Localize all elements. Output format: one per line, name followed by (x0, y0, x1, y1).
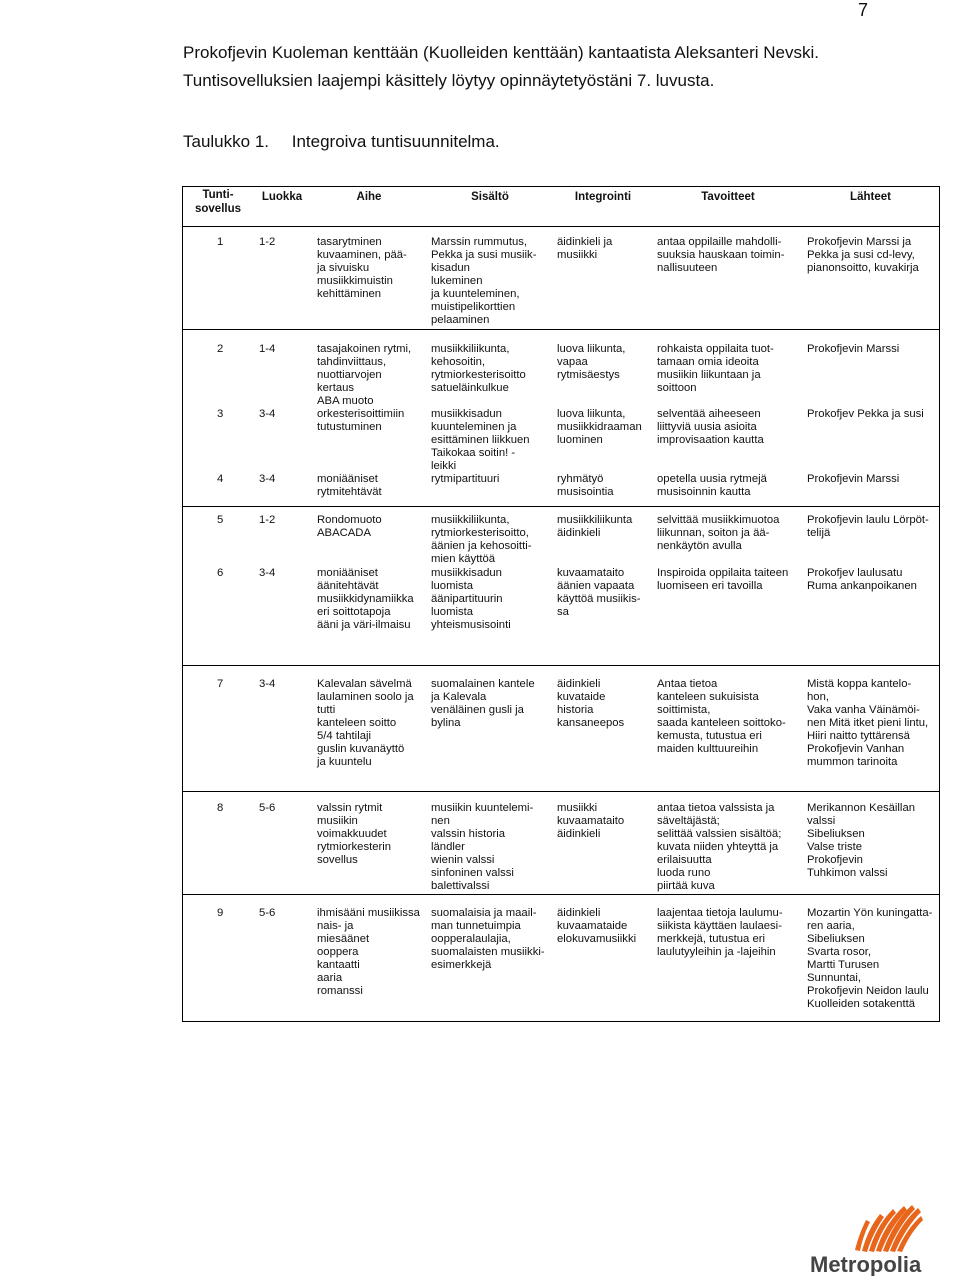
table-cell: äidinkieli kuvataide historia kansaneepos (557, 678, 625, 729)
lesson-number: 3 (217, 408, 224, 420)
table-cell: antaa oppilaille mahdolli- suuksia hauskaan toimin- nallisuuteen (657, 236, 785, 274)
lesson-number: 2 (217, 343, 224, 355)
table-cell: ryhmätyö musisointia (557, 473, 614, 498)
column-header: Luokka (261, 191, 303, 203)
table-cell: äidinkieli kuvaamataide elokuvamusiikki (557, 907, 637, 945)
table-cell: Prokofjevin Marssi (807, 343, 900, 355)
lesson-number: 4 (217, 473, 224, 485)
intro-line-2: Tuntisovelluksien laajempi käsittely löytyy opinnäytetyöstäni 7. luvusta. (183, 71, 715, 90)
column-header: Tunti- sovellus (194, 189, 242, 215)
table-cell: musiikkisadun luomista äänipartituurin luomista yhteismusisointi (431, 567, 511, 631)
table-cell: 3-4 (259, 473, 276, 485)
table-cell: 5-6 (259, 907, 276, 919)
table-cell: suomalainen kantele ja Kalevala venäläinen gusli ja bylina (431, 678, 535, 729)
column-header: Lähteet (850, 191, 891, 203)
lesson-number: 6 (217, 567, 224, 579)
table-cell: 5-6 (259, 802, 276, 814)
table-cell: musiikkiliikunta äidinkieli (557, 514, 633, 539)
table-cell: 3-4 (259, 408, 276, 420)
table-cell: 3-4 (259, 567, 276, 579)
lesson-number: 8 (217, 802, 224, 814)
table-cell: Prokofjev laulusatu Ruma ankanpoikanen (807, 567, 917, 592)
lesson-number: 5 (217, 514, 224, 526)
page-number: 7 (857, 0, 868, 20)
table-cell: valssin rytmit musiikin voimakkuudet rytmiorkesterin sovellus (317, 802, 392, 866)
table-cell: luova liikunta, vapaa rytmisäestys (557, 343, 626, 381)
metropolia-logo (800, 1190, 935, 1276)
table-cell: Antaa tietoa kanteleen sukuisista soittimista, saada kanteleen soittoko- kemusta, tutustua eri maiden kulttuureihin (657, 678, 786, 755)
table-cell: Kalevalan sävelmä laulaminen soolo ja tutti kanteleen soitto 5/4 tahtilaji guslin kuvanäyttö ja kuuntelu (317, 678, 414, 768)
table-cell: luova liikunta, musiikkidraaman luominen (557, 408, 642, 446)
table-cell: Marssin rummutus, Pekka ja susi musiik- kisadun lukeminen ja kuunteleminen, muistipelikorttien pelaaminen (431, 236, 537, 326)
table-cell: ihmisääni musiikissa nais- ja miesäänet ooppera kantaatti aaria romanssi (317, 907, 420, 997)
table-cell: musiikin kuuntelemi- nen valssin historia ländler wienin valssi sinfoninen valssi balettivalssi (431, 802, 534, 892)
table-cell: tasajakoinen rytmi, tahdinviittaus, nuottiarvojen kertaus ABA muoto (317, 343, 412, 407)
table-cell: äidinkieli ja musiikki (557, 236, 613, 261)
table-cell: moniääniset rytmitehtävät (317, 473, 382, 498)
table-cell: Prokofjevin laulu Lörpöt- telijä (807, 514, 929, 539)
lesson-number: 1 (217, 236, 224, 248)
table-cell: orkesterisoittimiin tutustuminen (317, 408, 405, 433)
table-cell: rohkaista oppilaita tuot- tamaan omia ideoita musiikin liikuntaan ja soittoon (657, 343, 774, 394)
table-cell: suomalaisia ja maail- man tunnetuimpia oopperalaulajia, suomalaisten musiikki- esimerkkejä (431, 907, 545, 971)
table-cell: musiikkiliikunta, rytmiorkesterisoitto, äänien ja kehosoitti- mien käyttöä (431, 514, 532, 565)
table-caption (183, 132, 500, 152)
table-cell: laajentaa tietoja laulumu- siikista käyttäen laulaesi- merkkejä, tutustua eri laulutyyleihin ja -lajeihin (657, 907, 783, 958)
column-header: Tavoitteet (701, 191, 755, 203)
table-cell: rytmipartituuri (431, 473, 500, 485)
caption-title: Integroiva tuntisuunnitelma. (291, 132, 500, 151)
table-cell: moniääniset äänitehtävät musiikkidynamiikka eri soittotapoja ääni ja väri-ilmaisu (317, 567, 414, 631)
table-cell: tasarytminen kuvaaminen, pää- ja sivuisku musiikkimuistin kehittäminen (317, 236, 407, 300)
table-cell: 1-2 (259, 236, 276, 248)
logo-text: Metropolia (810, 1252, 922, 1276)
table-cell: Prokofjevin Marssi ja Pekka ja susi cd-levy, pianonsoitto, kuvakirja (807, 236, 919, 274)
table-cell: selvittää musiikkimuotoa liikunnan, soiton ja ää- nenkäytön avulla (657, 514, 780, 552)
table-cell: 1-4 (259, 343, 276, 355)
table-cell: selventää aiheeseen liittyviä uusia asioita improvisaation kautta (657, 408, 764, 446)
table-cell: musiikkisadun kuunteleminen ja esittäminen liikkuen Taikokaa soitin! - leikki (431, 408, 530, 472)
intro-line-1: Prokofjevin Kuoleman kenttään (Kuolleiden kenttään) kantaatista Aleksanteri Nevski. (183, 43, 819, 62)
table-cell: kuvaamataito äänien vapaata käyttöä musiikis- sa (557, 567, 641, 618)
table-cell: Prokofjevin Marssi (807, 473, 900, 485)
table-cell: musiikkiliikunta, kehosoitin, rytmiorkesterisoitto satueläinkulkue (431, 343, 526, 394)
table-cell: 3-4 (259, 678, 276, 690)
table-cell: Prokofjev Pekka ja susi (807, 408, 924, 420)
table-cell: Mozartin Yön kuningatta- ren aaria, Sibeliuksen Svarta rosor, Martti Turusen Sunnuntai, Prokofjevin Neidon laulu Kuolleiden sotakenttä (807, 907, 933, 1010)
caption-label: Taulukko 1. (183, 132, 269, 151)
table-cell: antaa tietoa valssista ja säveltäjästä; selittää valssien sisältöä; kuvata niiden yhteyttä ja erilaisuutta luoda runo piirtää kuva (657, 802, 782, 892)
table-cell: opetella uusia rytmejä musisoinnin kautta (657, 473, 767, 498)
lesson-number: 9 (217, 907, 224, 919)
table-cell: musiikki kuvaamataito äidinkieli (557, 802, 625, 840)
column-header: Integrointi (574, 191, 632, 203)
table-cell: 1-2 (259, 514, 276, 526)
table-cell: Mistä koppa kantelo- hon, Vaka vanha Väinämöi- nen Mitä itket pieni lintu, Hiiri naitto tyttärensä Prokofjevin Vanhan mummon tarinoita (807, 678, 929, 768)
lesson-number: 7 (217, 678, 224, 690)
table-cell: Merikannon Kesäillan valssi Sibeliuksen Valse triste Prokofjevin Tuhkimon valssi (807, 802, 916, 879)
column-header: Sisältö (471, 191, 509, 203)
column-header: Aihe (356, 191, 382, 203)
table-cell: Inspiroida oppilaita taiteen luomiseen eri tavoilla (657, 567, 789, 592)
table-cell: Rondomuoto ABACADA (317, 514, 382, 539)
